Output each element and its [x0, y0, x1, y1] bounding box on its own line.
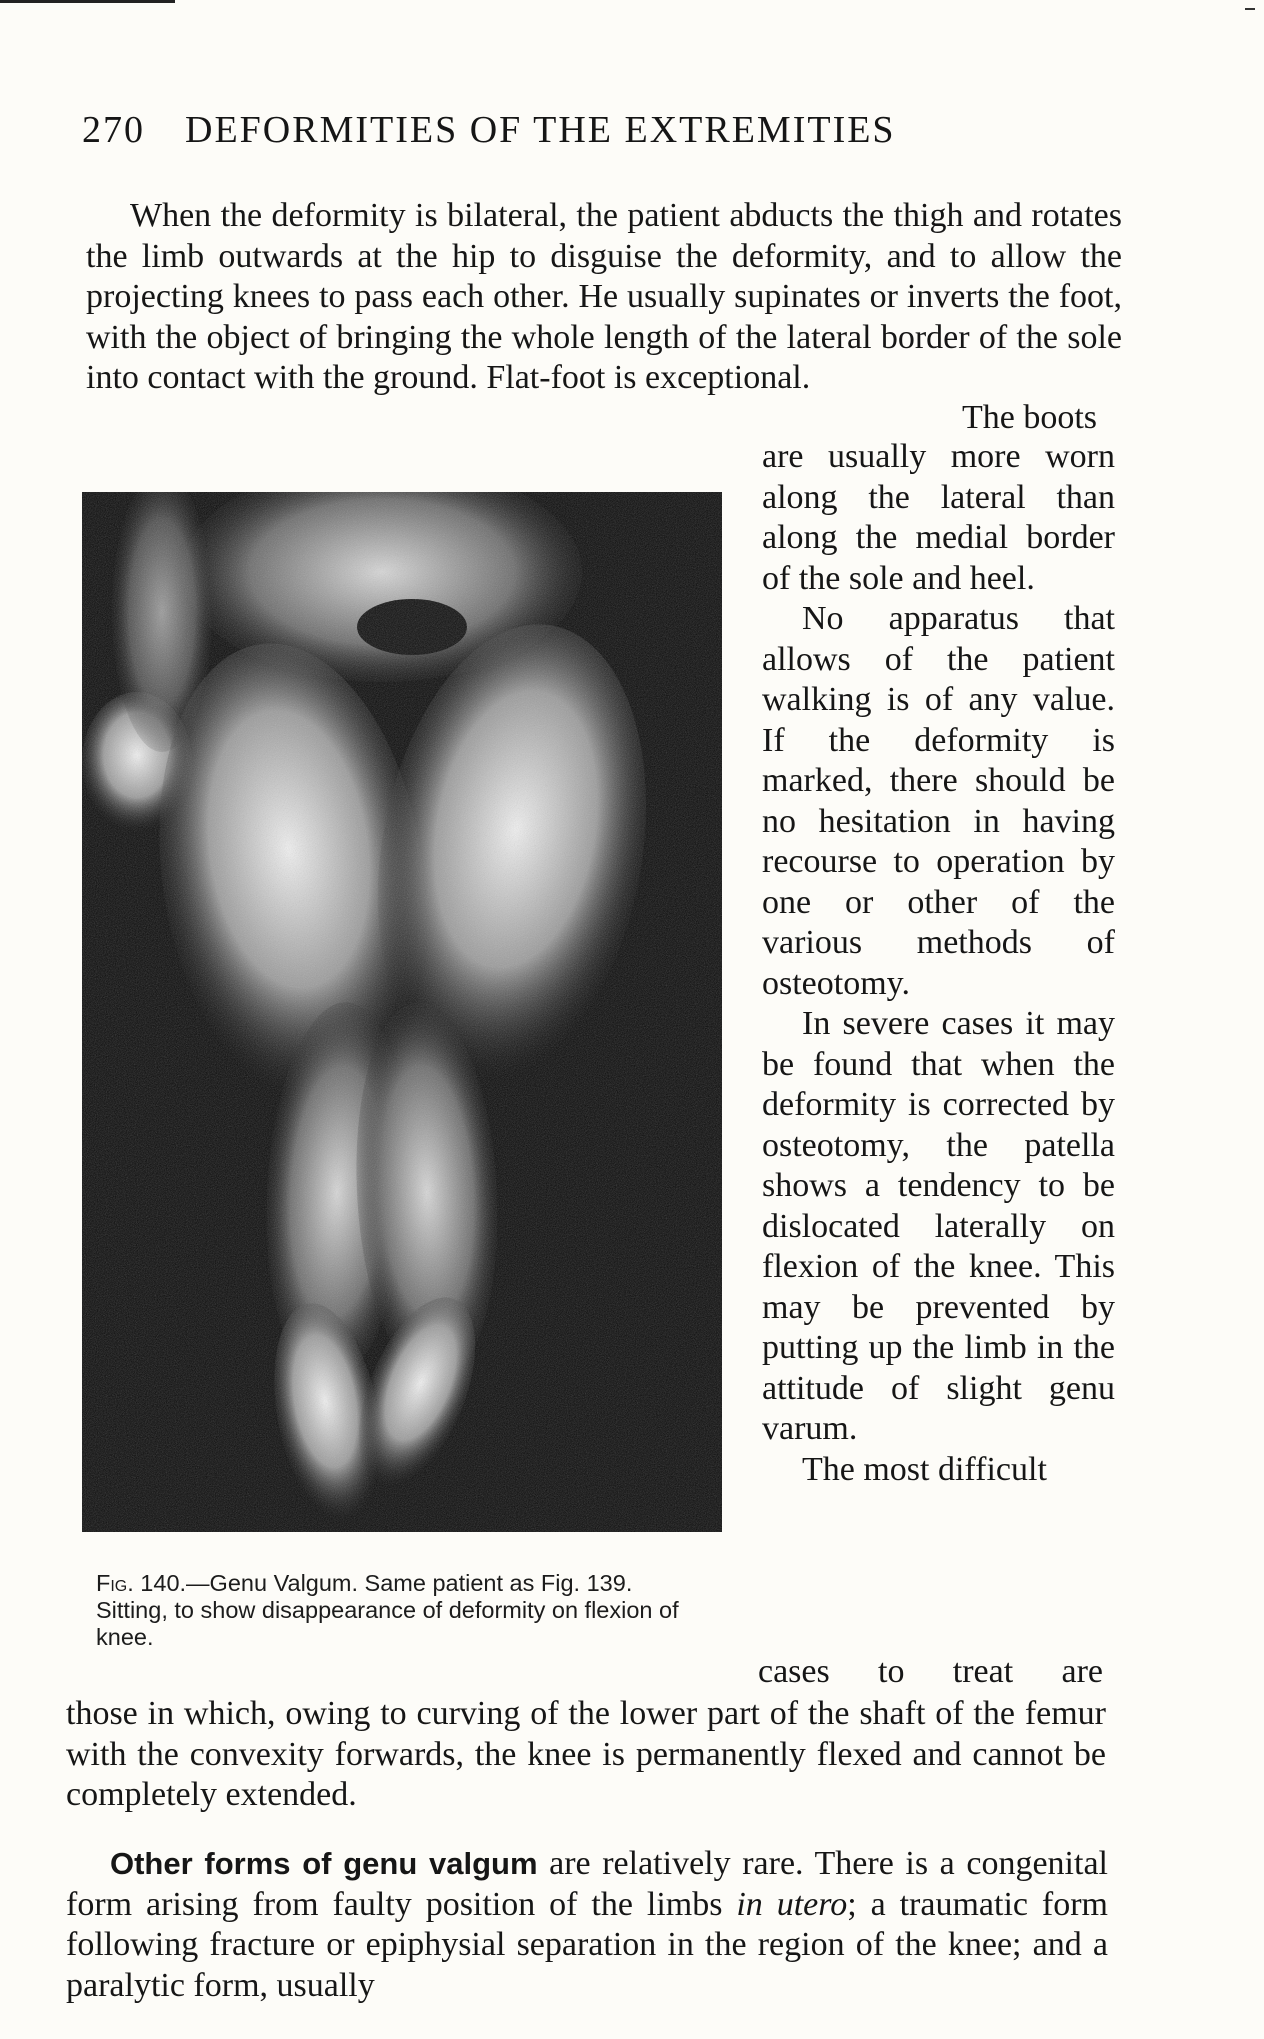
- column-paragraph: No apparatus that allows of the patient walking is of any value. If the deformity is marked, there should be no hesitation in having recourse to operation by one or other of the various methods of osteotomy.: [762, 600, 1115, 1002]
- paragraph-text: ; a traumatic form following fracture or epiphysial separation in the region of the knee; and a paralytic form, usually: [66, 1885, 1108, 2004]
- italic-phrase: in utero: [736, 1885, 848, 1923]
- paragraph-text: are relatively rare. There is a congenital form arising from faulty position of the limbs: [66, 1845, 1108, 1923]
- page-number: 270: [82, 109, 145, 151]
- body-paragraph: When the deformity is bilateral, the patient abducts the thigh and rotates the limb outwards at the hip to disguise the deformity, and to allow the projecting knees to pass each other. He usually supinates or inverts the foot, with the object of bringing the whole length of the lateral border of the sole into contact with the ground. Flat-foot is exceptional.: [86, 197, 1122, 396]
- figure-label: Fig. 140.: [96, 1570, 187, 1596]
- body-paragraph: those in which, owing to curving of the lower part of the shaft of the femur with the convexity forwards, the knee is permanently flexed and cannot be completely extended.: [66, 1695, 1106, 1813]
- legs-photo-illustration: [82, 492, 722, 1532]
- wrap-column: [762, 437, 1115, 1490]
- run-in-heading: Other forms of genu valgum: [110, 1846, 538, 1881]
- figure-caption: [96, 1570, 710, 1651]
- column-paragraph-line: cases to treat are: [758, 1653, 1103, 1690]
- running-header: [82, 108, 896, 152]
- running-title: DEFORMITIES OF THE EXTREMITIES: [185, 109, 896, 151]
- body-paragraph: [66, 1844, 1108, 2006]
- column-paragraph-line: The most difficult: [802, 1450, 1047, 1488]
- figure-caption-text: —Genu Valgum. Same patient as Fig. 139. Sitting, to show disappearance of deformity on flexion of knee.: [96, 1570, 679, 1650]
- scan-edge-mark: [1245, 8, 1255, 10]
- body-paragraph-tail: The boots: [962, 399, 1098, 436]
- column-paragraph: are usually more worn along the lateral than along the medial border of the sole and heel.: [762, 438, 1115, 597]
- scan-edge-mark: [0, 0, 175, 3]
- column-paragraph: In severe cases it may be found that when the deformity is corrected by osteotomy, the patella shows a tendency to be dislocated laterally on flexion of the knee. This may be prevented by putting up the limb in the attitude of slight genu varum.: [762, 1005, 1115, 1447]
- figure-photograph: [82, 492, 722, 1532]
